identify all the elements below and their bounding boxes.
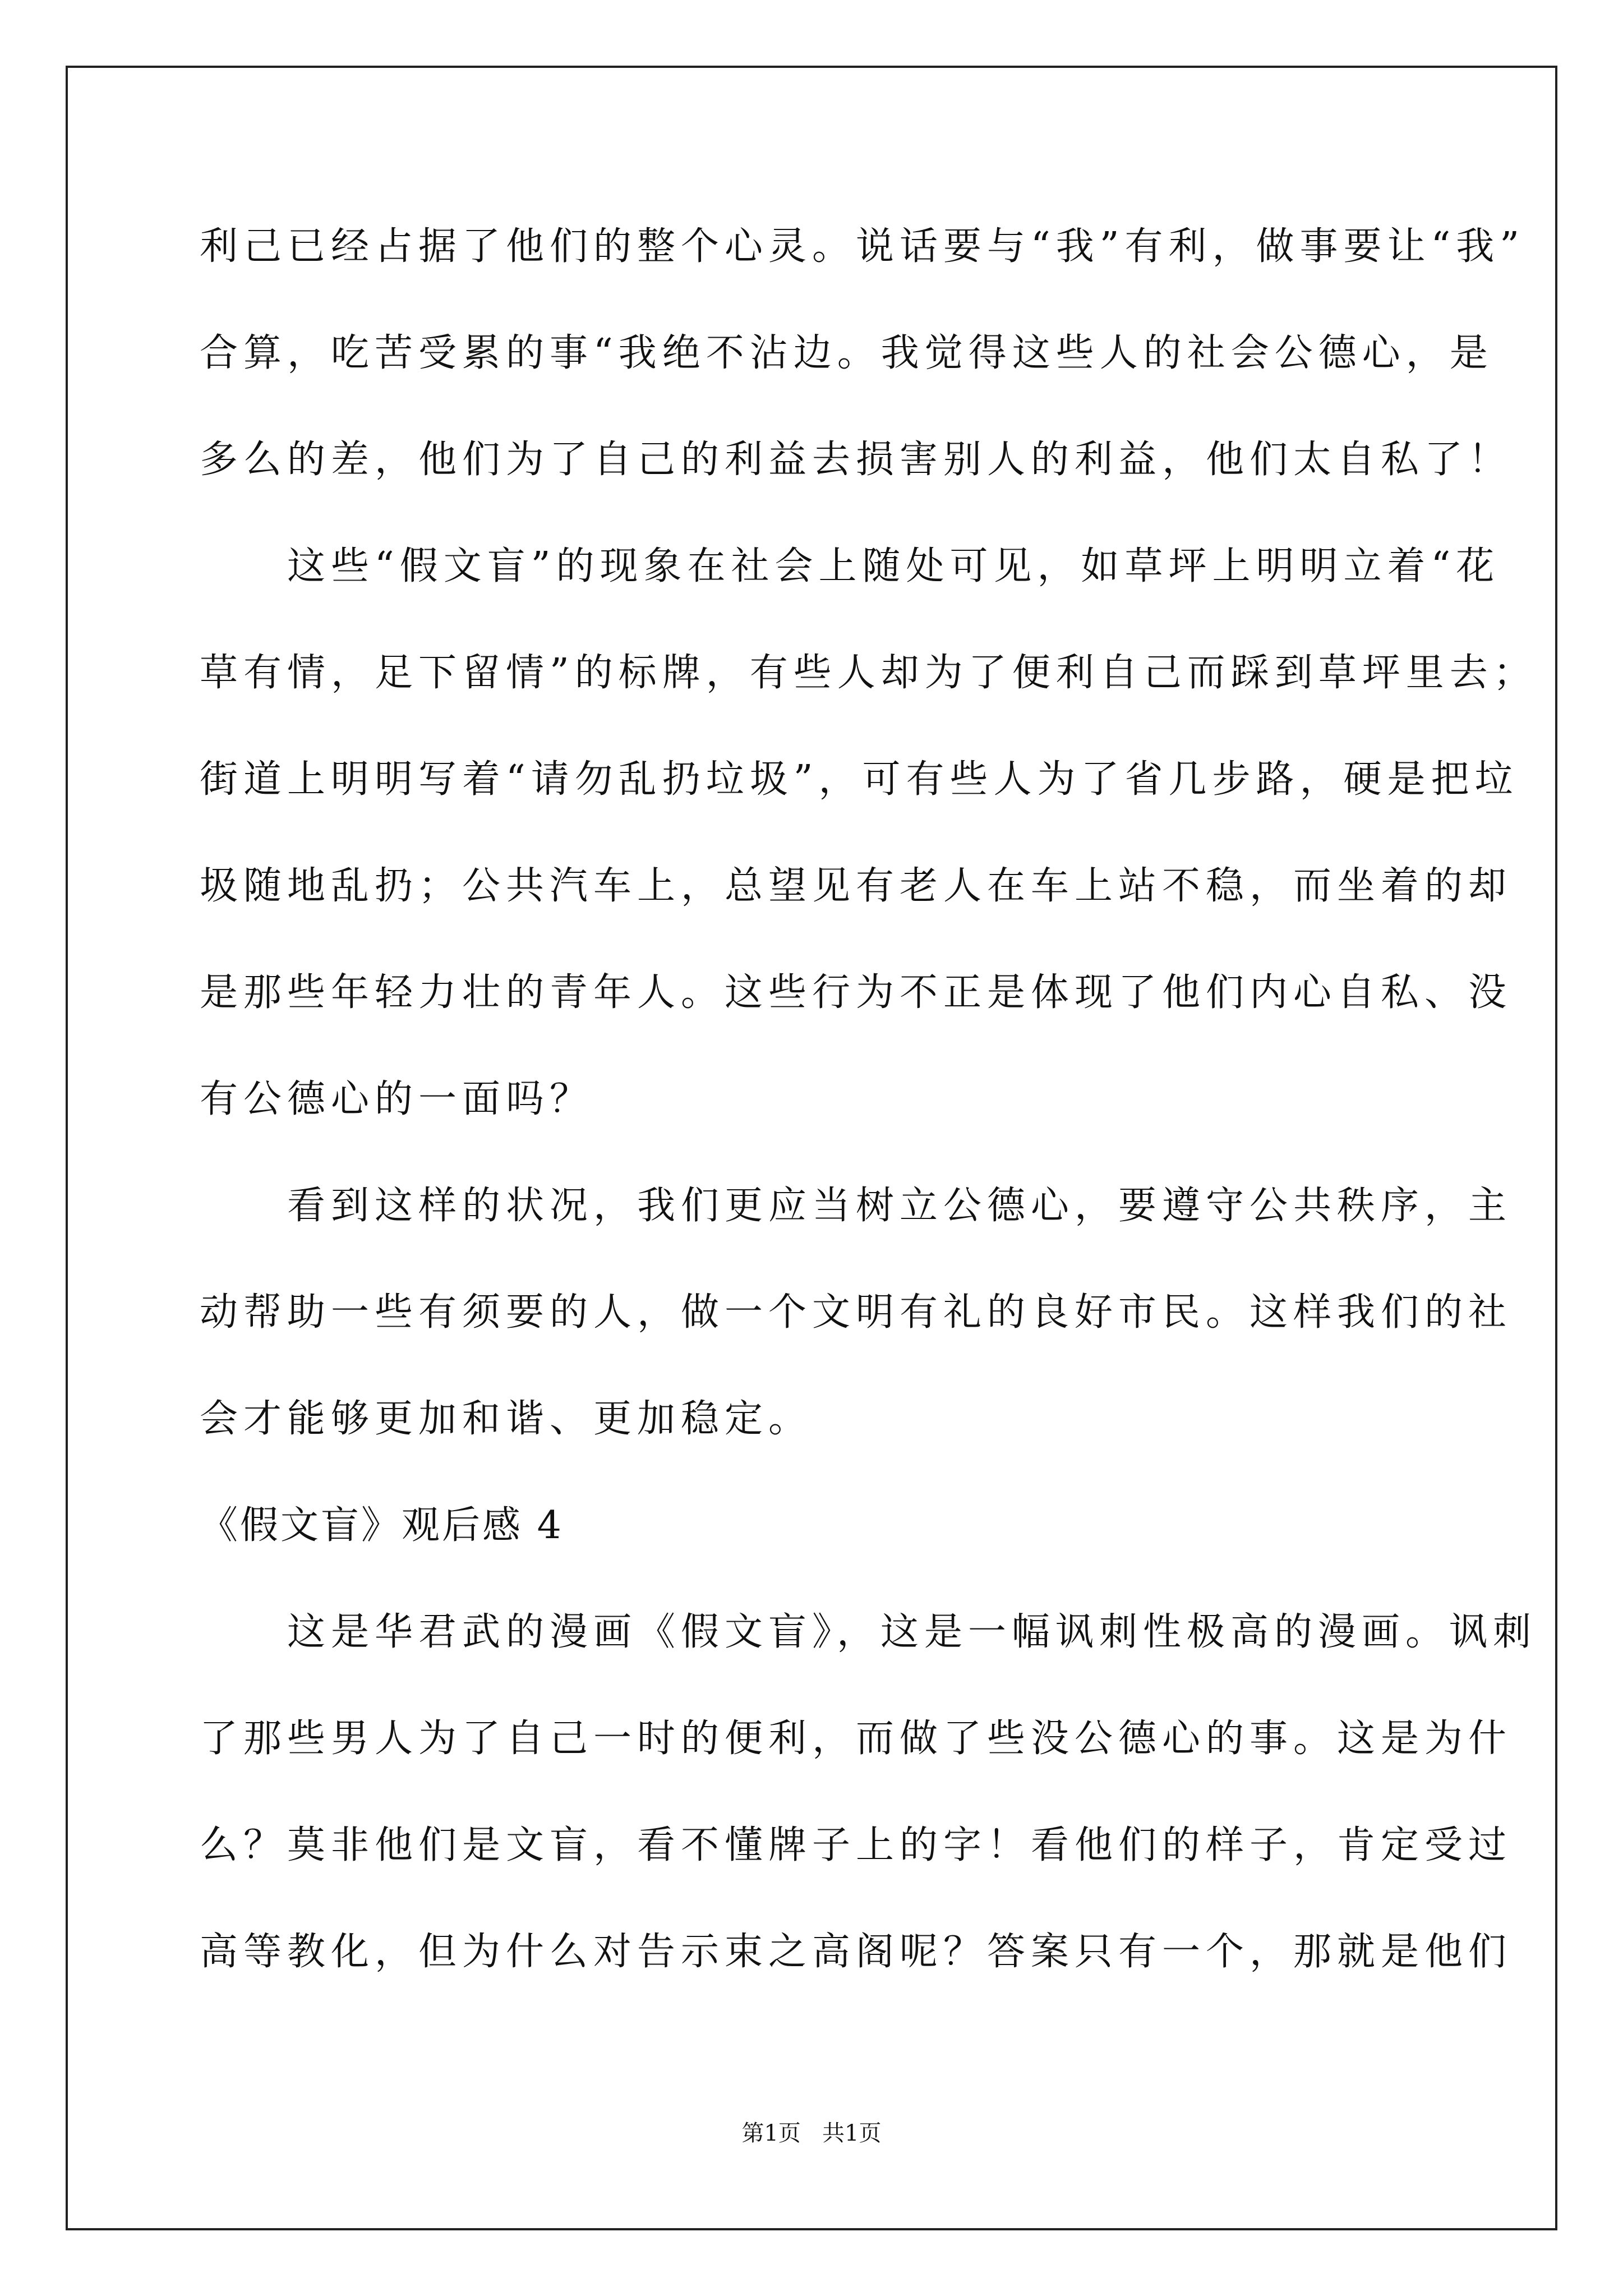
text-line: 是那些年轻力壮的青年人。这些行为不正是体现了他们内心自私、没	[200, 970, 1513, 1015]
text-line: 会才能够更加和谐、更加稳定。	[200, 1397, 813, 1441]
text-line: 利己已经占据了他们的整个心灵。说话要与“我”有利，做事要让“我”	[200, 224, 1525, 269]
text-line: 合算，吃苦受累的事“我绝不沾边。我觉得这些人的社会公德心，是	[200, 331, 1493, 375]
page-number-footer: 第1页 共1页	[741, 2120, 882, 2146]
text-line: 了那些男人为了自己一时的便利，而做了些没公德心的事。这是为什	[200, 1717, 1513, 1761]
text-line: 圾随地乱扔；公共汽车上，总望见有老人在车上站不稳，而坐着的却	[200, 864, 1513, 908]
text-line: 街道上明明写着“请勿乱扔垃圾”，可有些人为了省几步路，硬是把垃	[200, 757, 1519, 802]
text-line: 么？莫非他们是文盲，看不懂牌子上的字！看他们的样子，肯定受过	[200, 1823, 1513, 1867]
text-line: 有公德心的一面吗？	[200, 1077, 594, 1121]
text-line: 高等教化，但为什么对告示束之高阁呢？答案只有一个，那就是他们	[200, 1930, 1513, 1974]
text-line: 动帮助一些有须要的人，做一个文明有礼的良好市民。这样我们的社	[200, 1290, 1513, 1335]
section-heading: 《假文盲》观后感 4	[200, 1503, 564, 1548]
text-line: 这是华君武的漫画《假文盲》，这是一幅讽刺性极高的漫画。讽刺	[200, 1610, 1537, 1654]
text-line: 草有情，足下留情”的标牌，有些人却为了便利自己而踩到草坪里去；	[200, 651, 1537, 695]
document-body	[200, 194, 1537, 2005]
text-line: 看到这样的状况，我们更应当树立公德心，要遵守公共秩序，主	[200, 1184, 1513, 1228]
text-line: 多么的差，他们为了自己的利益去损害别人的利益，他们太自私了！	[200, 438, 1513, 482]
text-line: 这些“假文盲”的现象在社会上随处可见，如草坪上明明立着“花	[200, 544, 1500, 588]
